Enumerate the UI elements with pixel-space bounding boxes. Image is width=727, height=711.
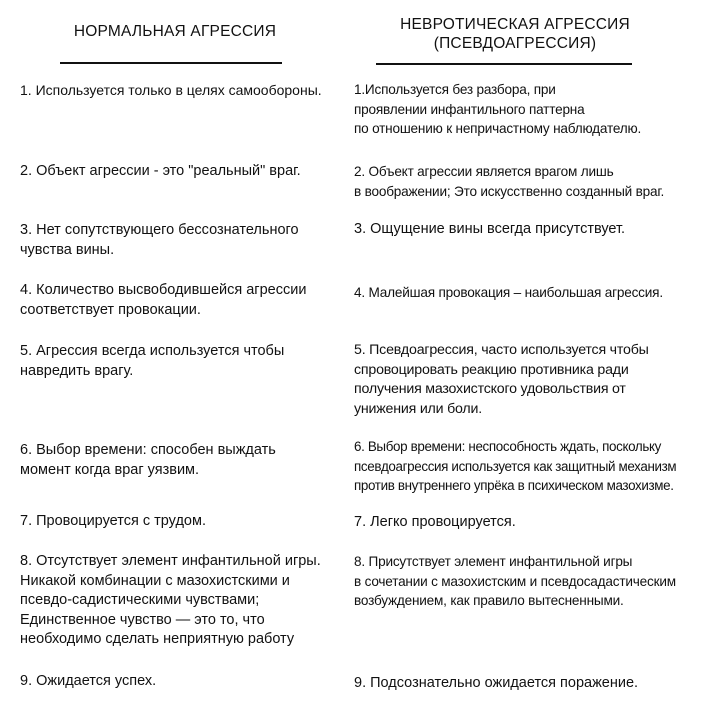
right-item-3: 3. Ощущение вины всегда присутствует. xyxy=(354,221,626,237)
left-column-title-text: НОРМАЛЬНАЯ АГРЕССИЯ xyxy=(73,23,277,40)
left-item-3: 3. Нет сопутствующего бессознательного чувства вины. xyxy=(20,222,299,258)
right-item-9: 9. Подсознательно ожидается поражение. xyxy=(354,675,639,691)
right-item-6: 6. Выбор времени: неспособность ждать, поскольку псевдоагрессия используется как защитный механизм против внутреннего упрёка в психическом мазохизме. xyxy=(354,439,677,493)
left-column-title xyxy=(40,22,310,41)
right-column-title-line1: НЕВРОТИЧЕСКАЯ АГРЕССИЯ xyxy=(400,16,630,33)
left-item-2: 2. Объект агрессии - это "реальный" враг. xyxy=(20,163,301,179)
left-item-8: 8. Отсутствует элемент инфантильной игры. Никакой комбинации с мазохистскими и псевдо-садистическими чувствами; Единственное чувство — это то, что необходимо сделать неприятную работу xyxy=(20,553,321,647)
left-item-7: 7. Провоцируется с трудом. xyxy=(20,513,206,529)
left-item-1: 1. Используется только в целях самообороны. xyxy=(20,82,322,98)
right-item-4: 4. Малейшая провокация – наибольшая агрессия. xyxy=(354,285,663,300)
left-item-4: 4. Количество высвободившейся агрессии соответствует провокации. xyxy=(20,282,307,318)
left-item-6: 6. Выбор времени: способен выждать момент когда враг уязвим. xyxy=(20,442,276,478)
left-item-9: 9. Ожидается успех. xyxy=(20,673,157,689)
right-item-7: 7. Легко провоцируется. xyxy=(354,514,516,530)
right-column-title xyxy=(350,15,680,53)
left-title-underline xyxy=(60,62,282,64)
right-item-8: 8. Присутствует элемент инфантильной игры в сочетании с мазохистским и псевдосадастическим возбуждением, как правило вытесненными. xyxy=(354,554,676,608)
right-title-underline xyxy=(376,63,632,65)
left-item-5: 5. Агрессия всегда используется чтобы навредить врагу. xyxy=(20,343,285,379)
right-column-title-line2: (ПСЕВДОАГРЕССИЯ) xyxy=(433,35,597,52)
right-item-5: 5. Псевдоагрессия, часто используется чтобы спровоцировать реакцию противника ради получения мазохистского удовольствия от унижения или боли. xyxy=(354,342,649,417)
right-item-2: 2. Объект агрессии является врагом лишь в воображении; Это искусственно созданный враг. xyxy=(354,164,665,199)
right-item-1: 1.Используется без разбора, при проявлении инфантильного паттерна по отношению к непричастному наблюдателю. xyxy=(354,82,642,136)
